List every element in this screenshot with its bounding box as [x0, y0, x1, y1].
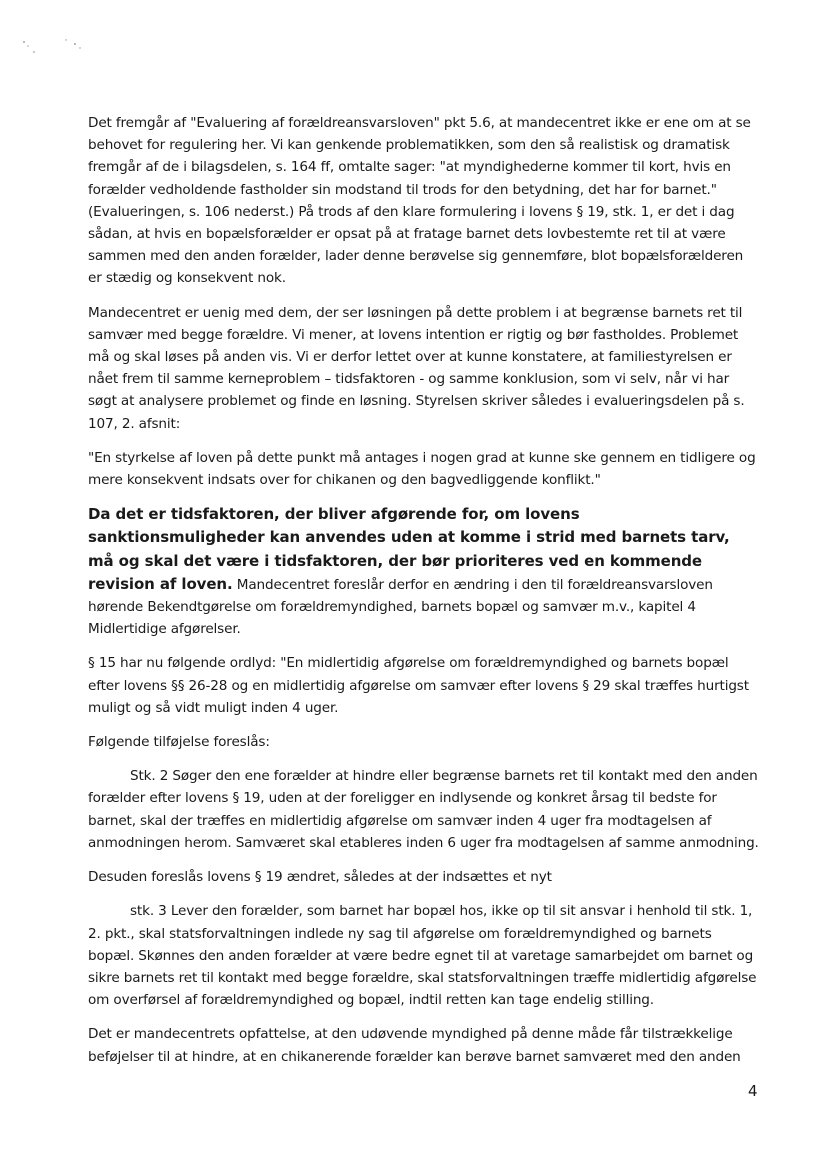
- bold-follow-text: Mandecentret foreslår derfor en ændring i den til forældreansvarsloven hørende Bekendtgørelse om forældremyndighed, barnets bopæl og samvær m.v., kapitel 4 Midlertidige afgørelser.: [88, 576, 713, 638]
- paragraph-tidsfaktoren: [88, 503, 760, 640]
- page-number: 4: [748, 1082, 758, 1100]
- paragraph-tilfoejelse: Følgende tilføjelse foreslås:: [88, 734, 270, 751]
- document-body: [88, 112, 760, 1080]
- paragraph-stk-2: Stk. 2 Søger den ene forælder at hindre eller begrænse barnets ret til kontakt med den anden forælder efter lovens § 19, uden at der foreligger en indlysende og konkret årsag til bedste for barnet, skal der træffes en midlertidig afgørelse om samvær inden 4 uger fra modtagelsen af anmodningen herom. Samværet skal etableres inden 6 uger fra modtagelsen af samme anmodning.: [88, 768, 759, 851]
- paragraph-closing: Det er mandecentrets opfattelse, at den udøvende myndighed på denne måde får tilstrækkelige beføjelser til at hindre, at en chikanerende forælder kan berøve barnet samværet med den anden: [88, 1026, 741, 1065]
- paragraph-section-15: § 15 har nu følgende ordlyd: "En midlertidig afgørelse om forældremyndighed og barnets bopæl efter lovens §§ 26-28 og en midlertidig afgørelse om samvær efter lovens § 29 skal træffes hurtigst muligt og så vidt muligt inden 4 uger.: [88, 655, 749, 716]
- paragraph-desuden: Desuden foreslås lovens § 19 ændret, således at der indsættes et nyt: [88, 869, 552, 886]
- bold-lead-text: Da det er tidsfaktoren, der bliver afgørende for, om lovens sanktionsmuligheder kan anvendes uden at komme i strid med barnets tarv, må og skal det være i tidsfaktoren, der bør prioriteres ved en kommende revision af loven.: [88, 505, 730, 593]
- paragraph-evaluering: Det fremgår af "Evaluering af forældreansvarsloven" pkt 5.6, at mandecentret ikke er ene om at se behovet for regulering her. Vi kan genkende problematikken, som den så realistisk og dramatisk fremgår af de i bilagsdelen, s. 164 ff, omtalte sager: "at myndighederne kommer til kort, hvis en forælder vedholdende fastholder sin modstand til trods for den betydning, det har for barnet." (Evalueringen, s. 106 nederst.) På trods af den klare formulering i lovens § 19, stk. 1, er det i dag sådan, at hvis en bopælsforælder er opsat på at fratage barnet dets lovbestemte ret til at være sammen med den anden forælder, lader denne berøvelse sig gennemføre, blot bopælsforælderen er stædig og konsekvent nok.: [88, 115, 751, 287]
- paragraph-quote-styrkelse: "En styrkelse af loven på dette punkt må antages i nogen grad at kunne ske gennem en tidligere og mere konsekvent indsats over for chikanen og den bagvedliggende konflikt.": [88, 449, 756, 489]
- paragraph-mandecentret-uenig: Mandecentret er uenig med dem, der ser løsningen på dette problem i at begrænse barnets ret til samvær med begge forældre. Vi mener, at lovens intention er rigtig og bør fastholdes. Problemet må og skal løses på anden vis. Vi er derfor lettet over at kunne konstatere, at familiestyrelsen er nået frem til samme kerneproblem – tidsfaktoren - og samme konklusion, som vi selv, når vi har søgt at analysere problemet og finde en løsning. Styrelsen skriver således i evalueringsdelen på s. 107, 2. afsnit:: [88, 304, 745, 432]
- paragraph-stk-3: stk. 3 Lever den forælder, som barnet har bopæl hos, ikke op til sit ansvar i henhold til stk. 1, 2. pkt., skal statsforvaltningen indlede ny sag til afgørelse om forældremyndighed og barnets bopæl. Skønnes den anden forælder at være bedre egnet til at varetage samarbejdet om barnet og sikre barnets ret til kontakt med begge forældre, skal statsforvaltningen træffe midlertidig afgørelse om overførsel af forældremyndighed og bopæl, indtil retten kan tage endelig stilling.: [88, 903, 757, 1009]
- scan-artifact: [18, 34, 98, 64]
